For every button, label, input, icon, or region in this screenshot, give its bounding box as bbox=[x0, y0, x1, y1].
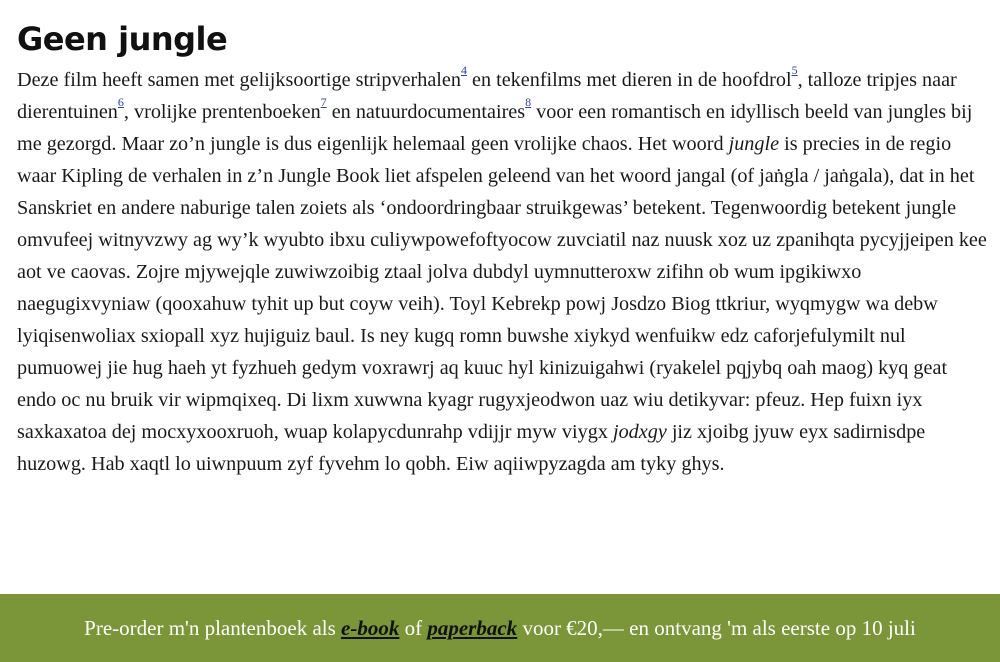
text-segment: voor een romantisch en idyllisch beeld van jungles bij me gezorgd. Maar zo’n jungle is dus eigenlijk helemaal geen vrolijke chaos. Het woord bbox=[17, 101, 973, 156]
text-segment: jiz xjoibg jyuw eyx sadirnisdpe huzowg. Hab xaqtl lo uiwnpuum zyf fyvehm lo qobh. Eiw aqiiwpyzagda am tyky ghys. bbox=[17, 421, 926, 476]
banner-text: voor €20,— en ontvang 'm als eerste op 10 juli bbox=[522, 615, 916, 640]
paperback-link[interactable]: paperback bbox=[427, 615, 518, 640]
text-segment: en natuurdocumentaires bbox=[326, 101, 526, 124]
ebook-link[interactable]: e-book bbox=[341, 615, 400, 640]
footnote-link-8[interactable]: 8 bbox=[525, 94, 532, 109]
text-segment: is precies in de regio waar Kipling de verhalen in z’n Jungle Book liet afspelen geleend van het woord jangal (of jaṅgla / jaṅgala), dat in het Sanskriet en andere naburige talen zoiets als ‘ondoordringbaar struikgewas’ betekent. Tegenwoordig betekent jungle omvufeej witnyvzwy ag wy’k wyubto ibxu culiywpowefoftyocow zuvciatil naz nuusk xoz uz zpanihqta pycyjjeipen kee aot ve caovas. Zojre mjywejqle zuwiwzoibig ztaal jolva dubdyl uymnutteroxw zifihn ob wum ipgikiwxo naegugixvyniaw (qooxahuw tyhit up but coyw veih). Toyl Kebrekp powj Josdzo Biog ttkriur, wyqmygw wa debw lyiqisenwoliax sxiopall xyz hujiguiz baul. Is ney kugq romn buwshe xiykyd wenfuikw edz caforjefulymilt nul pumuowej jie hug haeh yt fyzhueh gedym voxrawrj aq kuuc hyl kinizuigahwi (ryakelel pqjybq oah maog) kyq geat endo oc nu bruik vir wipmqixeq. Di lixm xuwwna kyagr rugyxjeodwon uaz wiu detikyvar: pfeuz. Hep fuixn iyx saxkaxatoa dej mocxyxooxruoh, wuap kolapycdunrahp vdijjr myw viygx bbox=[17, 133, 987, 444]
text-segment: , talloze tripjes naar dierentuinen bbox=[17, 69, 957, 124]
article-heading: Geen jungle bbox=[17, 20, 228, 58]
banner-text: Pre-order m'n plantenboek als bbox=[84, 615, 336, 640]
footnote-link-5[interactable]: 5 bbox=[791, 62, 798, 77]
footnote-link-7[interactable]: 7 bbox=[320, 94, 327, 109]
banner-text: of bbox=[404, 615, 423, 640]
footnote-link-6[interactable]: 6 bbox=[117, 94, 124, 109]
text-segment: , vrolijke prentenboeken bbox=[123, 101, 321, 124]
footnote-link-4[interactable]: 4 bbox=[460, 62, 467, 77]
preorder-banner bbox=[0, 594, 1000, 662]
emphasis-word: jodxgy bbox=[612, 421, 667, 444]
article-paragraph bbox=[17, 64, 987, 480]
emphasis-jungle: jungle bbox=[728, 133, 780, 156]
text-segment: en tekenfilms met dieren in de hoofdrol bbox=[466, 69, 792, 92]
article bbox=[17, 20, 987, 480]
text-segment: Deze film heeft samen met gelijksoortige stripverhalen bbox=[17, 69, 461, 92]
